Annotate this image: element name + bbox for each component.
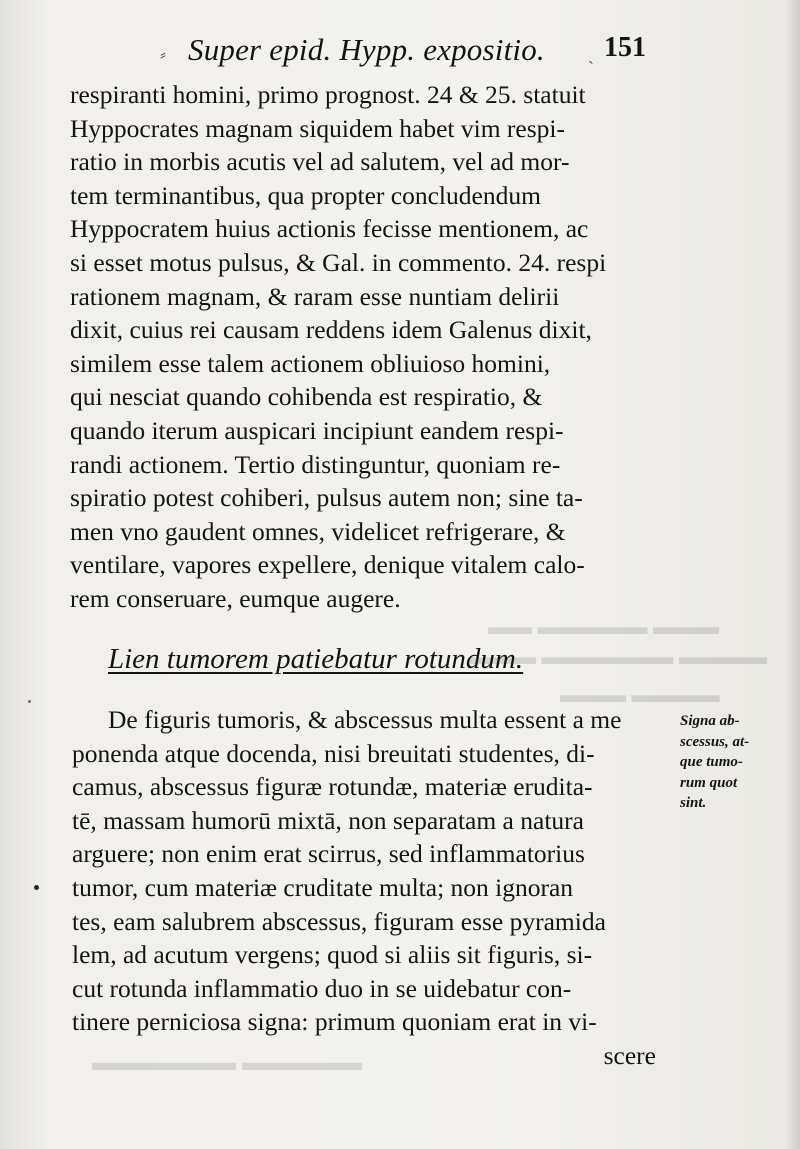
show-through-bleed: ▬▬▬▬ ▬▬▬	[560, 682, 720, 707]
margin-note-line: sint.	[680, 795, 707, 811]
text-line: lem, ad acutum vergens; quod si aliis sit figuris, si-	[72, 940, 593, 970]
text-line: cut rotunda inflammatio duo in se uidebatur con-	[72, 973, 572, 1003]
text-line: similem esse talem actionem obliuioso homini,	[70, 348, 551, 378]
text-line: quando iterum auspicari incipiunt eandem respi-	[70, 415, 564, 445]
printer-mark: ˎ	[588, 44, 594, 64]
text-line: si esset motus pulsus, & Gal. in commento. 24. respi	[70, 247, 607, 277]
page-edge-shadow	[786, 0, 800, 1149]
text-line: ratio in morbis acutis vel ad salutem, vel ad mor-	[70, 147, 570, 177]
text-line: ponenda atque docenda, nisi breuitati studentes, di-	[72, 738, 595, 768]
text-line: camus, abscessus figuræ rotundæ, materiæ erudita-	[72, 772, 593, 802]
text-line: De figuris tumoris, & abscessus multa essent a me	[108, 705, 622, 734]
ink-speck	[34, 885, 39, 890]
text-line: respiranti homini, primo prognost. 24 & 25. statuit	[70, 80, 586, 109]
text-line: tem terminantibus, qua propter concludendum	[70, 180, 541, 210]
text-line: spiratio potest cohiberi, pulsus autem non; sine ta-	[70, 483, 583, 513]
text-line: tumor, cum materiæ cruditate multa; non ignoran	[72, 872, 574, 902]
catchword: scere	[603, 1040, 656, 1070]
margin-note	[680, 711, 790, 814]
show-through-bleed: ▬▬▬ ▬▬▬▬▬ ▬▬	[488, 614, 719, 639]
show-through-bleed: ▬▬▬▬ ▬▬▬▬▬▬ ▬▬▬	[470, 644, 767, 669]
text-line: ventilare, vapores expellere, denique vitalem calo-	[70, 550, 585, 580]
show-through-bleed: ▬▬▬▬▬ ▬▬▬▬▬▬	[92, 1050, 362, 1076]
text-line: qui nesciat quando cohibenda est respiratio, &	[70, 382, 543, 412]
text-line: tinere perniciosa signa: primum quoniam erat in vi-	[72, 1007, 597, 1037]
text-line: rationem magnam, & raram esse nuntiam delirii	[70, 281, 560, 311]
text-line: Hyppocratem huius actionis fecisse mentionem, ac	[70, 214, 589, 244]
text-line: tē, massam humorū mixtā, non separatam a natura	[72, 805, 584, 835]
page-header	[0, 30, 800, 74]
text-line: rem conseruare, eumque augere.	[70, 583, 401, 613]
text-line: randi actionem. Tertio distinguntur, quoniam re-	[70, 449, 561, 479]
page-number: 151	[604, 32, 646, 63]
margin-note-line: que tumo-	[680, 754, 743, 770]
running-head: Super epid. Hypp. expositio.	[188, 32, 545, 67]
main-text-block	[70, 78, 680, 616]
margin-note-line: rum quot	[680, 774, 738, 791]
text-line: tes, eam salubrem abscessus, figuram esse pyramida	[72, 906, 606, 936]
text-line: arguere; non enim erat scirrus, sed inflammatorius	[72, 839, 585, 869]
commentary-text-block	[72, 703, 684, 1073]
text-line: Hyppocrates magnam siquidem habet vim respi-	[70, 113, 565, 143]
text-line: dixit, cuius rei causam reddens idem Galenus dixit,	[70, 315, 592, 345]
margin-note-line: scessus, at-	[680, 733, 750, 750]
text-line: men vno gaudent omnes, videlicet refrigerare, &	[70, 516, 566, 546]
margin-note-line: Signa ab-	[680, 713, 740, 729]
ink-speck	[28, 700, 31, 703]
section-heading: Lien tumorem patiebatur rotundum.	[108, 643, 524, 675]
printer-mark: ⸗	[160, 44, 166, 64]
